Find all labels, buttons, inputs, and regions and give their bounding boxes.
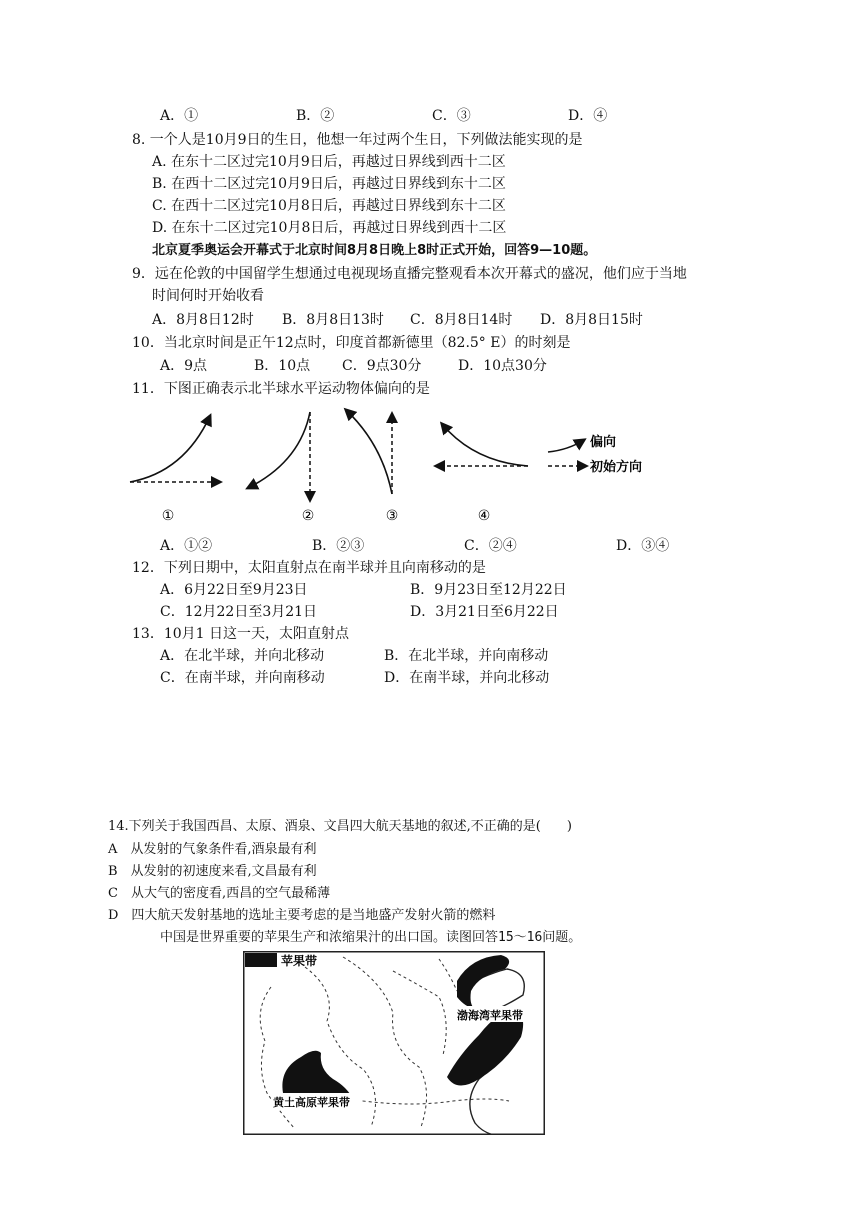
intro-15-16: 中国是世界重要的苹果生产和浓缩果汁的出口国。读图回答15～16问题。	[160, 930, 582, 945]
q13-option-b: B．在北半球，并向南移动	[384, 648, 549, 664]
q12-option-b: B．9月23日至12月22日	[410, 582, 567, 598]
q9-option-d: D．8月8日15时	[540, 312, 643, 328]
q12-option-d: D．3月21日至6月22日	[410, 604, 559, 620]
figure-label-2: ②	[301, 508, 315, 524]
q7-option-b: B．②	[296, 108, 335, 124]
q8-option-a: A. 在东十二区过完10月9日后，再越过日界线到西十二区	[152, 154, 506, 170]
q10-option-c: C．9点30分	[342, 358, 422, 374]
q11-option-b: B．②③	[312, 538, 365, 554]
q14-option-d: D 四大航天发射基地的选址主要考虑的是当地盛产发射火箭的燃料	[108, 908, 496, 923]
legend-label: 苹果带	[281, 954, 318, 968]
q14-option-c: C 从大气的密度看,西昌的空气最稀薄	[108, 886, 331, 901]
legend-initial: 初始方向	[590, 460, 643, 475]
q12-option-c: C．12月22日至3月21日	[160, 604, 318, 620]
q9-stem-line1: 9．远在伦敦的中国留学生想通过电视现场直播完整观看本次开幕式的盛况，他们应于当地	[132, 266, 687, 282]
q14-stem: 14.下列关于我国西昌、太原、酒泉、文昌四大航天基地的叙述,不正确的是( )	[108, 819, 572, 834]
figure-label-4: ④	[477, 508, 491, 524]
label-bohai: 渤海湾苹果带	[457, 1009, 523, 1022]
q10-option-b: B．10点	[254, 358, 311, 374]
figure-legend	[548, 434, 642, 475]
q8-option-c: C. 在西十二区过完10月8日后，再越过日界线到东十二区	[152, 198, 506, 214]
q9-option-c: C．8月8日14时	[410, 312, 513, 328]
q9-option-b: B．8月8日13时	[282, 312, 384, 328]
figure-2	[248, 412, 314, 524]
q9-stem-line2: 时间何时开始收看	[152, 288, 264, 304]
q12-stem: 12．下列日期中，太阳直射点在南半球并且向南移动的是	[132, 560, 486, 576]
apple-belt-map	[243, 951, 545, 1135]
q10-option-d: D．10点30分	[458, 358, 547, 374]
q7-option-a: A．①	[160, 108, 199, 124]
q13-option-a: A．在北半球，并向北移动	[160, 648, 325, 664]
q10-stem: 10．当北京时间是正午12点时，印度首都新德里（82.5° E）的时刻是	[132, 335, 571, 351]
q9-option-a: A．8月8日12时	[152, 312, 254, 328]
q13-option-d: D．在南半球，并向北移动	[384, 670, 550, 686]
q12-option-a: A．6月22日至9月23日	[160, 582, 308, 598]
q7-option-c: C．③	[432, 108, 471, 124]
q10-option-a: A．9点	[160, 358, 208, 374]
q13-option-c: C．在南半球，并向南移动	[160, 670, 325, 686]
label-loess: 黄土高原苹果带	[273, 1096, 350, 1109]
figure-label-3: ③	[385, 508, 399, 524]
deflection-figure	[124, 402, 684, 532]
q14-option-a: A 从发射的气象条件看,酒泉最有利	[108, 842, 317, 857]
legend-deflection: 偏向	[590, 435, 617, 450]
q11-option-a: A．①②	[160, 538, 213, 554]
intro-9-10: 北京夏季奥运会开幕式于北京时间8月8日晚上8时正式开始，回答9—10题。	[152, 243, 597, 258]
legend-swatch	[245, 953, 277, 967]
q11-option-c: C．②④	[464, 538, 517, 554]
q8-stem: 8. 一个人是10月9日的生日，他想一年过两个生日，下列做法能实现的是	[132, 132, 583, 148]
q8-option-d: D. 在东十二区过完10月8日后，再越过日界线到西十二区	[152, 220, 507, 236]
q11-option-d: D．③④	[616, 538, 670, 554]
figure-1	[130, 416, 220, 524]
figure-4	[436, 424, 528, 524]
q11-stem: 11．下图正确表示北半球水平运动物体偏向的是	[132, 381, 430, 397]
figure-label-1: ①	[161, 508, 175, 524]
q13-stem: 13．10月1 日这一天，太阳直射点	[132, 626, 349, 642]
q8-option-b: B. 在西十二区过完10月9日后，再越过日界线到东十二区	[152, 176, 506, 192]
q7-option-d: D．④	[568, 108, 608, 124]
figure-3	[346, 410, 398, 524]
q14-option-b: B 从发射的初速度来看,文昌最有利	[108, 864, 317, 879]
